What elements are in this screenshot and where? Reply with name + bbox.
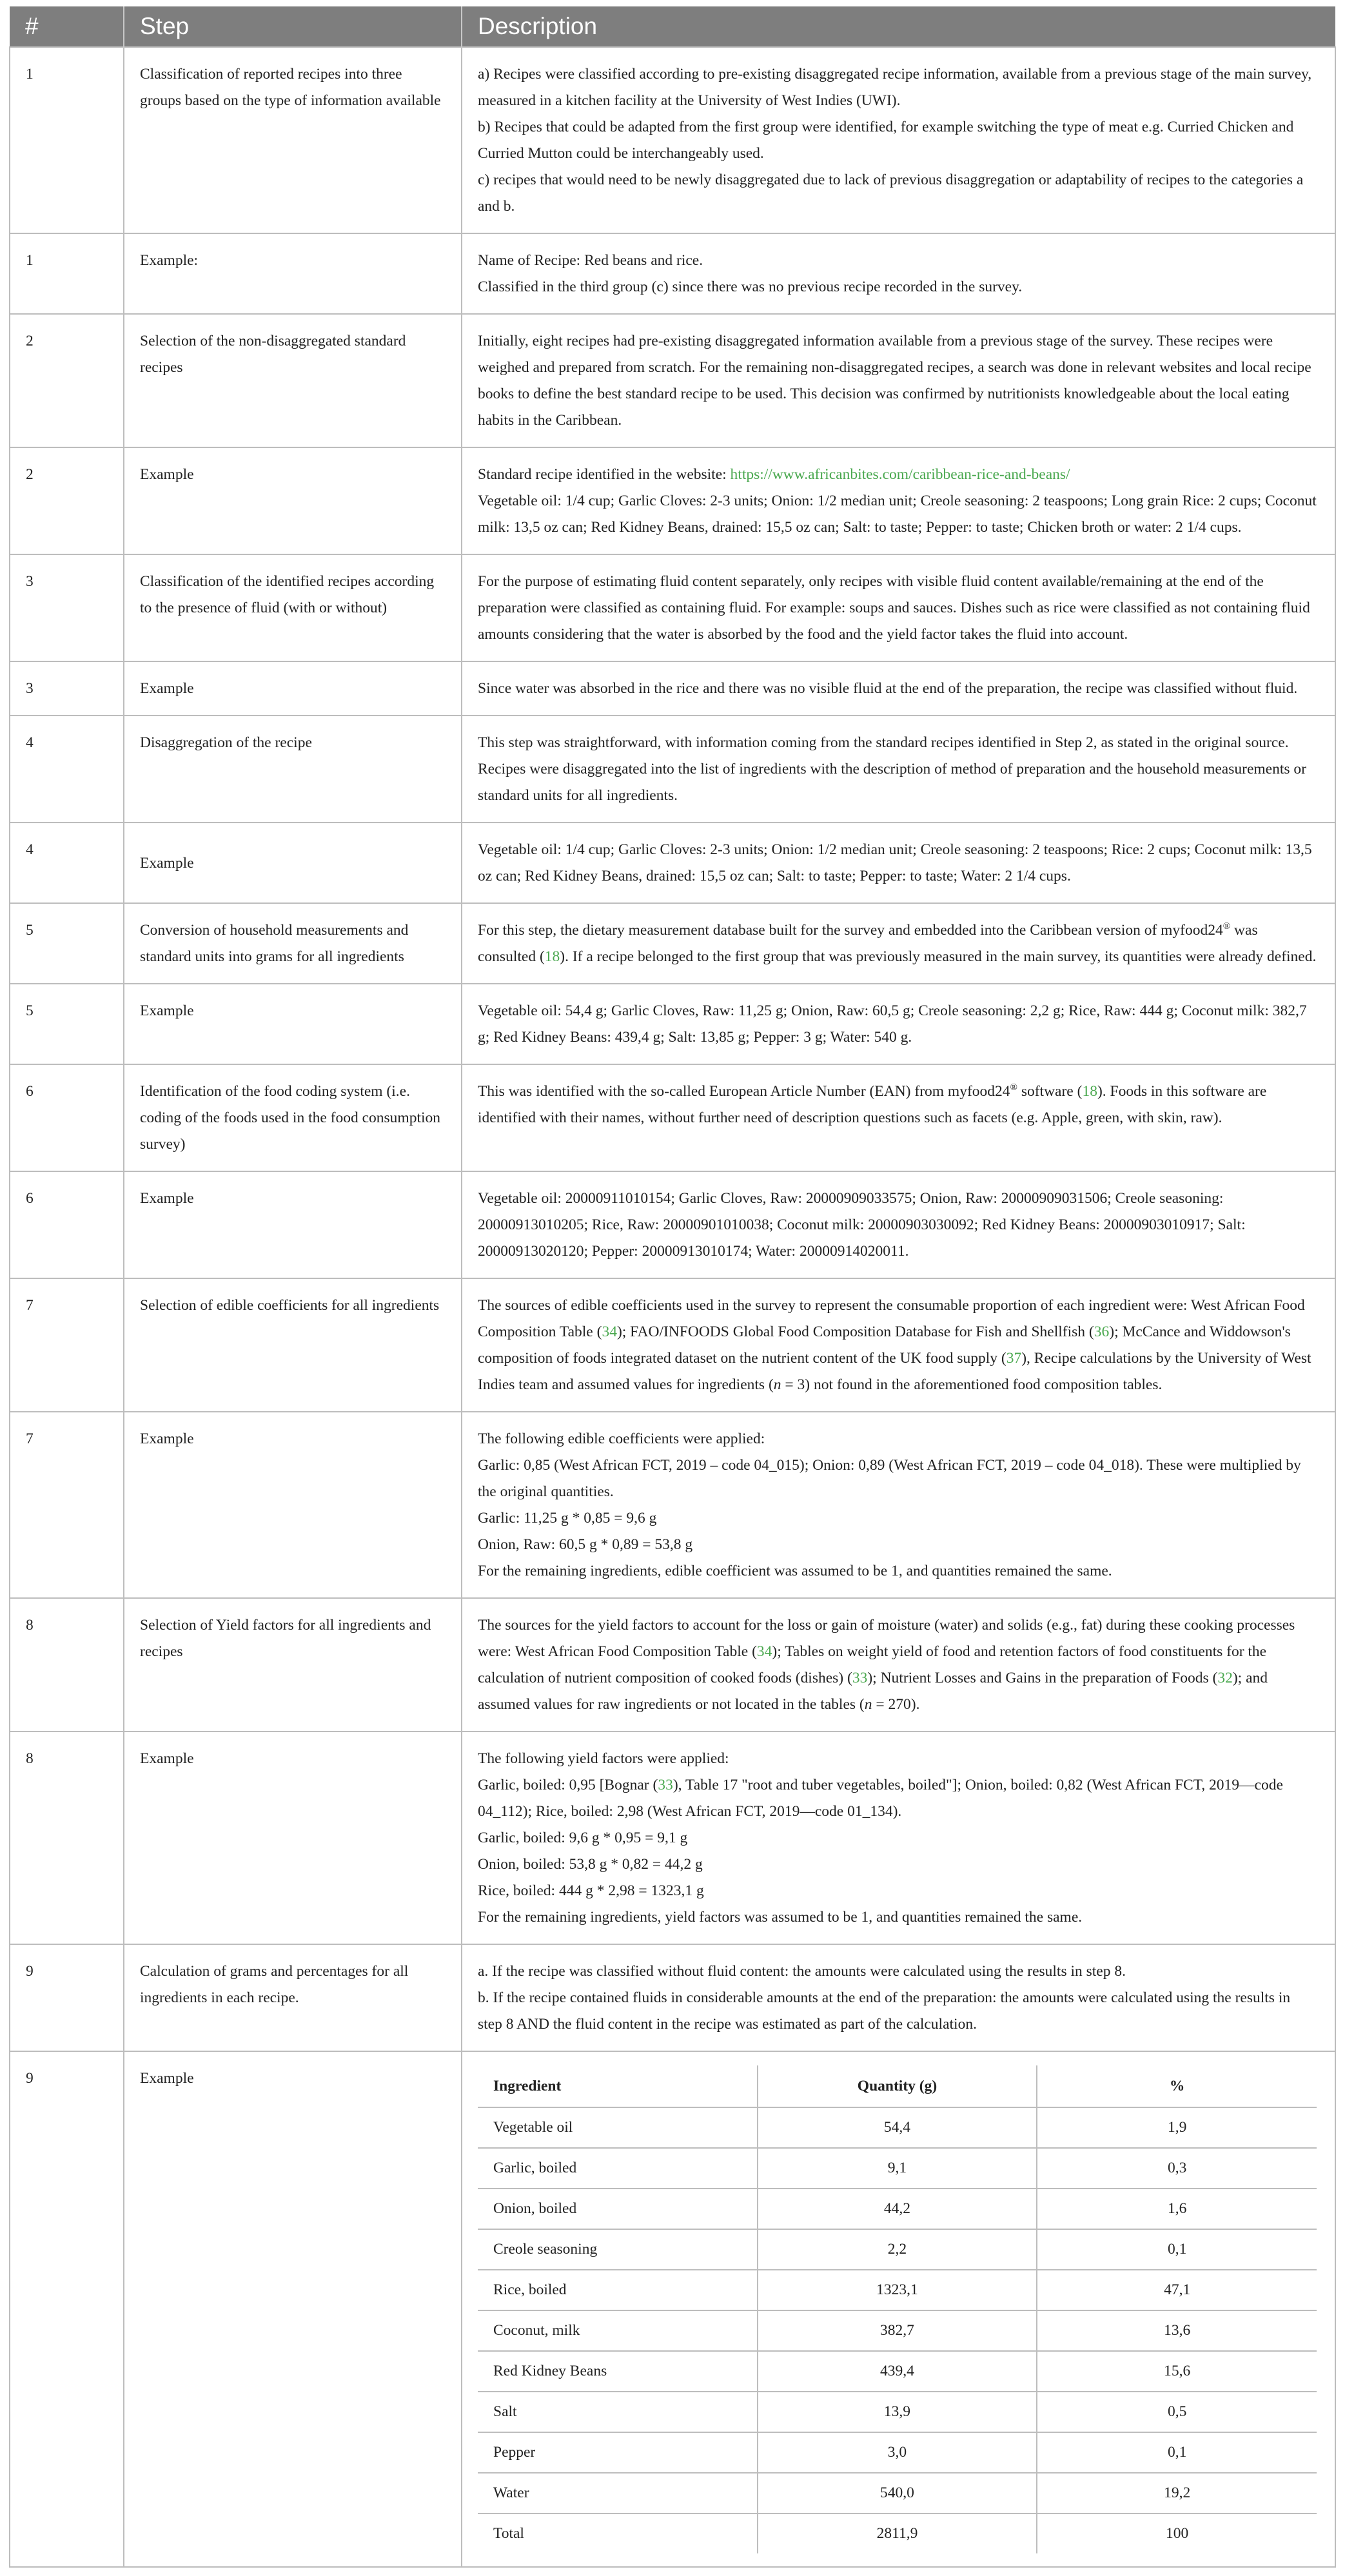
row-step: Example: xyxy=(124,233,462,314)
reference-link[interactable]: 33 xyxy=(658,1777,673,1793)
table-row xyxy=(10,47,1335,233)
recipe-steps-table xyxy=(9,6,1336,2568)
desc-line: Onion, boiled: 53,8 g * 0,82 = 44,2 g xyxy=(478,1856,703,1873)
row-description xyxy=(462,1278,1335,1412)
ingredients-header-percent: % xyxy=(1037,2065,1317,2107)
desc-line: Since water was absorbed in the rice and there was no visible fluid at the end of the preparation, the recipe was classified without fluid. xyxy=(478,680,1298,697)
row-description xyxy=(462,47,1335,233)
desc-line: Classified in the third group (c) since there was no previous recipe recorded in the survey. xyxy=(478,278,1023,295)
desc-line: Garlic, boiled: 0,95 [Bognar (33), Table 17 "root and tuber vegetables, boiled"]; Onion, boiled: 0,82 (West African FCT, 2019—code 04_112); Rice, boiled: 2,98 (West African FCT, 2019—code 01_134). xyxy=(478,1777,1283,1820)
ingredients-header-quantity: Quantity (g) xyxy=(758,2065,1037,2107)
row-num: 8 xyxy=(10,1732,124,1944)
desc-line: Recipes were disaggregated into the list of ingredients with the description of method of preparation and the household measurements or standard units for all ingredients. xyxy=(478,761,1306,804)
ingredient-total-row: Total 2811,9 100 xyxy=(478,2513,1317,2553)
row-description xyxy=(462,447,1335,554)
table-header-row xyxy=(10,6,1335,47)
table-row xyxy=(10,554,1335,661)
reference-link[interactable]: 33 xyxy=(852,1670,868,1686)
row-num: 4 xyxy=(10,823,124,903)
ingredient-row: Rice, boiled 1323,1 47,1 xyxy=(478,2270,1317,2310)
desc-line: Vegetable oil: 54,4 g; Garlic Cloves, Raw: 11,25 g; Onion, Raw: 60,5 g; Creole seasoning: 2,2 g; Rice, Raw: 444 g; Coconut milk: 382,7 g; Red Kidney Beans: 439,4 g; Salt: 13,85 g; Pepper: 3 g; Water: 540 g. xyxy=(478,1002,1307,1046)
row-num: 2 xyxy=(10,314,124,447)
row-step: Classification of reported recipes into three groups based on the type of information available xyxy=(124,47,462,233)
table-row xyxy=(10,314,1335,447)
row-description xyxy=(462,1064,1335,1171)
row-step: Example xyxy=(124,2051,462,2567)
row-step: Example xyxy=(124,1412,462,1598)
ingredient-row: Red Kidney Beans 439,4 15,6 xyxy=(478,2351,1317,2392)
row-num: 6 xyxy=(10,1171,124,1278)
row-step: Selection of edible coefficients for all ingredients xyxy=(124,1278,462,1412)
row-step: Example xyxy=(124,1732,462,1944)
desc-line: Garlic, boiled: 9,6 g * 0,95 = 9,1 g xyxy=(478,1830,688,1846)
row-step xyxy=(124,823,462,903)
desc-line: Rice, boiled: 444 g * 2,98 = 1323,1 g xyxy=(478,1882,704,1899)
row-description xyxy=(462,554,1335,661)
registered-mark: ® xyxy=(1222,921,1231,932)
desc-line: Garlic: 11,25 g * 0,85 = 9,6 g xyxy=(478,1510,657,1527)
desc-line: b) Recipes that could be adapted from the first group were identified, for example switching the type of meat e.g. Curried Chicken and Curried Mutton could be interchangeably used. xyxy=(478,119,1294,162)
ingredients-header-ingredient: Ingredient xyxy=(478,2065,758,2107)
row-step: Disaggregation of the recipe xyxy=(124,716,462,823)
table-row xyxy=(10,2051,1335,2567)
desc-line: For the remaining ingredients, yield factors was assumed to be 1, and quantities remained the same. xyxy=(478,1909,1083,1926)
table-row xyxy=(10,823,1335,903)
row-num: 3 xyxy=(10,554,124,661)
desc-line: The sources of edible coefficients used in the survey to represent the consumable proportion of each ingredient were: West African Food Composition Table (34); FAO/INFOODS Global Food Composition Database for Fish and Shellfish (36); McCance and Widdowson's composition of foods integrated dataset on the nutrient content of the UK food supply (37), Recipe calculations by the University of West Indies team and assumed values for ingredients (n = 3) not found in the aforementioned food composition tables. xyxy=(478,1297,1311,1393)
desc-line: This was identified with the so-called European Article Number (EAN) from myfood24® software (18). Foods in this software are identified with their names, without further need of description questions such as facets (e.g. Apple, green, with skin, raw). xyxy=(478,1082,1267,1126)
table-row xyxy=(10,903,1335,984)
desc-line: This step was straightforward, with information coming from the standard recipes identified in Step 2, as stated in the original source. xyxy=(478,734,1289,751)
row-num: 2 xyxy=(10,447,124,554)
reference-link[interactable]: 37 xyxy=(1006,1350,1022,1367)
row-num: 5 xyxy=(10,903,124,984)
row-description xyxy=(462,2051,1335,2567)
table-row xyxy=(10,1598,1335,1732)
recipe-website-link[interactable]: https://www.africanbites.com/caribbean-rice-and-beans/ xyxy=(730,466,1070,483)
row-description xyxy=(462,984,1335,1064)
row-num: 4 xyxy=(10,716,124,823)
ingredients-table xyxy=(478,2065,1317,2553)
desc-line: Name of Recipe: Red beans and rice. xyxy=(478,252,703,269)
ingredient-row: Onion, boiled 44,2 1,6 xyxy=(478,2189,1317,2229)
ingredient-row: Garlic, boiled 9,1 0,3 xyxy=(478,2148,1317,2189)
desc-line: a. If the recipe was classified without fluid content: the amounts were calculated using the results in step 8. xyxy=(478,1963,1126,1980)
row-num: 6 xyxy=(10,1064,124,1171)
desc-line: The following edible coefficients were applied: xyxy=(478,1430,765,1447)
desc-line: Vegetable oil: 1/4 cup; Garlic Cloves: 2-3 units; Onion: 1/2 median unit; Creole seasoning: 2 teaspoons; Rice: 2 cups; Coconut milk: 13,5 oz can; Red Kidney Beans, drained: 15,5 oz can; Salt: to taste; Pepper: to taste; Water: 2 1/4 cups. xyxy=(478,841,1312,884)
row-num: 1 xyxy=(10,47,124,233)
desc-line: Vegetable oil: 1/4 cup; Garlic Cloves: 2-3 units; Onion: 1/2 median unit; Creole seasoning: 2 teaspoons; Long grain Rice: 2 cups; Coconut milk: 13,5 oz can; Red Kidney Beans, drained: 15,5 oz can; Salt: to taste; Pepper: to taste; Chicken broth or water: 2 1/4 cups. xyxy=(478,493,1317,536)
row-description xyxy=(462,233,1335,314)
row-num: 9 xyxy=(10,2051,124,2567)
row-description xyxy=(462,1171,1335,1278)
desc-line: Vegetable oil: 20000911010154; Garlic Cloves, Raw: 20000909033575; Onion, Raw: 20000909031506; Creole seasoning: 20000913010205; Rice, Raw: 20000901010038; Coconut milk: 20000903030092; Red Kidney Beans: 20000903010917; Salt: 20000913020120; Pepper: 20000913010174; Water: 20000914020011. xyxy=(478,1190,1246,1260)
table-row xyxy=(10,1944,1335,2051)
table-row xyxy=(10,1171,1335,1278)
desc-line: Onion, Raw: 60,5 g * 0,89 = 53,8 g xyxy=(478,1536,693,1553)
row-step: Example xyxy=(124,661,462,716)
desc-text: Standard recipe identified in the website: xyxy=(478,466,731,483)
row-description xyxy=(462,1732,1335,1944)
reference-link[interactable]: 32 xyxy=(1217,1670,1233,1686)
row-num: 8 xyxy=(10,1598,124,1732)
desc-line: b. If the recipe contained fluids in considerable amounts at the end of the preparation: the amounts were calculated using the results in step 8 AND the fluid content in the recipe was estimated as part of the calculation. xyxy=(478,1989,1291,2033)
desc-line: a) Recipes were classified according to pre-existing disaggregated recipe information, available from a previous stage of the main survey, measured in a kitchen facility at the University of West Indies (UWI). xyxy=(478,66,1312,109)
registered-mark: ® xyxy=(1010,1082,1017,1093)
desc-line: The sources for the yield factors to account for the loss or gain of moisture (water) and solids (e.g., fat) during these cooking processes were: West African Food Composition Table (34); Tables on weight yield of food and retention factors of food constituents for the calculation of nutrient composition of cooked foods (dishes) (33); Nutrient Losses and Gains in the preparation of Foods (32); and assumed values for raw ingredients or not located in the tables (n = 270). xyxy=(478,1617,1295,1713)
row-step: Selection of Yield factors for all ingredients and recipes xyxy=(124,1598,462,1732)
row-step: Conversion of household measurements and standard units into grams for all ingredients xyxy=(124,903,462,984)
row-num: 7 xyxy=(10,1412,124,1598)
reference-link[interactable]: 18 xyxy=(544,948,560,965)
desc-line xyxy=(478,462,1317,488)
table-row xyxy=(10,716,1335,823)
row-description xyxy=(462,661,1335,716)
row-step: Selection of the non-disaggregated standard recipes xyxy=(124,314,462,447)
reference-link[interactable]: 34 xyxy=(602,1323,617,1340)
row-step: Example xyxy=(124,447,462,554)
table-row xyxy=(10,1064,1335,1171)
row-step: Example xyxy=(124,1171,462,1278)
ingredient-row: Pepper 3,0 0,1 xyxy=(478,2432,1317,2473)
row-num: 3 xyxy=(10,661,124,716)
row-description xyxy=(462,716,1335,823)
desc-line: For the remaining ingredients, edible coefficient was assumed to be 1, and quantities remained the same. xyxy=(478,1563,1112,1579)
row-description xyxy=(462,903,1335,984)
row-step: Example xyxy=(124,984,462,1064)
row-step: Classification of the identified recipes according to the presence of fluid (with or without) xyxy=(124,554,462,661)
header-num: # xyxy=(10,6,124,47)
row-step: Identification of the food coding system (i.e. coding of the foods used in the food consumption survey) xyxy=(124,1064,462,1171)
ingredients-header-row xyxy=(478,2065,1317,2107)
desc-line: For the purpose of estimating fluid content separately, only recipes with visible fluid content available/remaining at the end of the preparation were classified as containing fluid. For example: soups and sauces. Dishes such as rice were classified as not containing fluid amounts considering that the water is absorbed by the food and the yield factor takes the fluid into account. xyxy=(478,573,1310,643)
table-row xyxy=(10,1732,1335,1944)
row-step: Calculation of grams and percentages for all ingredients in each recipe. xyxy=(124,1944,462,2051)
row-num: 5 xyxy=(10,984,124,1064)
row-description xyxy=(462,314,1335,447)
header-step: Step xyxy=(124,6,462,47)
row-description xyxy=(462,823,1335,903)
ingredient-row: Coconut, milk 382,7 13,6 xyxy=(478,2310,1317,2351)
table-row xyxy=(10,661,1335,716)
desc-line: Garlic: 0,85 (West African FCT, 2019 – code 04_015); Onion: 0,89 (West African FCT, 2019 – code 04_018). These were multiplied by the original quantities. xyxy=(478,1457,1301,1500)
ingredient-row: Water 540,0 19,2 xyxy=(478,2473,1317,2513)
reference-link[interactable]: 34 xyxy=(756,1643,772,1660)
ingredient-row: Vegetable oil 54,4 1,9 xyxy=(478,2107,1317,2148)
ingredient-row: Salt 13,9 0,5 xyxy=(478,2392,1317,2432)
desc-line: The following yield factors were applied: xyxy=(478,1750,729,1767)
ingredient-row: Creole seasoning 2,2 0,1 xyxy=(478,2229,1317,2270)
row-num: 1 xyxy=(10,233,124,314)
header-description: Description xyxy=(462,6,1335,47)
desc-line: Initially, eight recipes had pre-existing disaggregated information available from a previous stage of the survey. These recipes were weighed and prepared from scratch. For the remaining non-disaggregated recipes, a search was done in relevant websites and local recipe books to define the best standard recipe to be used. This decision was confirmed by nutritionists knowledgeable about the local eating habits in the Caribbean. xyxy=(478,333,1311,429)
row-description xyxy=(462,1944,1335,2051)
desc-line: For this step, the dietary measurement database built for the survey and embedded into the Caribbean version of myfood24® was consulted (18). If a recipe belonged to the first group that was previously measured in the main survey, its quantities were already defined. xyxy=(478,921,1317,965)
row-description xyxy=(462,1598,1335,1732)
table-row xyxy=(10,1278,1335,1412)
reference-link[interactable]: 36 xyxy=(1094,1323,1110,1340)
row-num: 7 xyxy=(10,1278,124,1412)
row-description xyxy=(462,1412,1335,1598)
reference-link[interactable]: 18 xyxy=(1082,1083,1097,1100)
row-step-label: Example xyxy=(140,854,194,872)
table-row xyxy=(10,233,1335,314)
row-num: 9 xyxy=(10,1944,124,2051)
table-row xyxy=(10,1412,1335,1598)
desc-line: c) recipes that would need to be newly disaggregated due to lack of previous disaggregation or adaptability of recipes to the categories a and b. xyxy=(478,171,1304,215)
table-row xyxy=(10,447,1335,554)
table-row xyxy=(10,984,1335,1064)
